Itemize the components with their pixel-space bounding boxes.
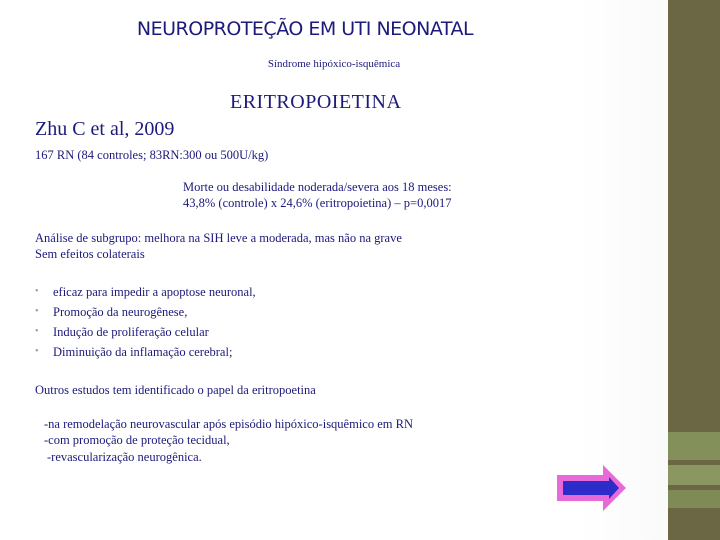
bullet-icon: • (35, 306, 39, 317)
list-item: • Indução de proliferação celular (35, 325, 209, 339)
sidebar-decoration (668, 0, 720, 540)
subgroup-analysis: Análise de subgrupo: melhora na SIH leve a moderada, mas não na grave (35, 231, 402, 245)
next-slide-button[interactable] (555, 463, 628, 513)
benefits-list (35, 284, 256, 364)
role-item: -revascularização neurogênica. (47, 450, 202, 464)
study-population: 167 RN (84 controles; 83RN:300 ou 500U/kg) (35, 148, 269, 162)
other-studies: Outros estudos tem identificado o papel da eritropoetina (35, 383, 316, 397)
slide-title: NEUROPROTEÇÃO EM UTI NEONATAL (136, 18, 474, 40)
list-item: • Promoção da neurogênese, (35, 305, 188, 319)
right-arrow-icon (555, 463, 628, 513)
bullet-icon: • (35, 286, 39, 297)
list-item: • Diminuição da inflamação cerebral; (35, 345, 233, 359)
bullet-icon: • (35, 346, 39, 357)
role-item: -na remodelação neurovascular após episódio hipóxico-isquêmico em RN (44, 417, 413, 431)
outcome-result: 43,8% (controle) x 24,6% (eritropoietina) – p=0,0017 (183, 196, 452, 210)
sidebar-segment (668, 432, 720, 460)
bullet-icon: • (35, 326, 39, 337)
role-item: -com promoção de proteção tecidual, (44, 433, 230, 447)
study-author: Zhu C et al, 2009 (35, 118, 175, 140)
slide-subtitle: Síndrome hipóxico-isquêmica (267, 58, 401, 70)
outcome-line: Morte ou desabilidade noderada/severa aos 18 meses: (183, 180, 452, 194)
sidebar-segment (668, 490, 720, 508)
sidebar-segment (668, 465, 720, 485)
side-effects: Sem efeitos colaterais (35, 247, 145, 261)
list-item: • eficaz para impedir a apoptose neuronal, (35, 285, 256, 299)
section-heading: ERITROPOIETINA (230, 91, 402, 113)
